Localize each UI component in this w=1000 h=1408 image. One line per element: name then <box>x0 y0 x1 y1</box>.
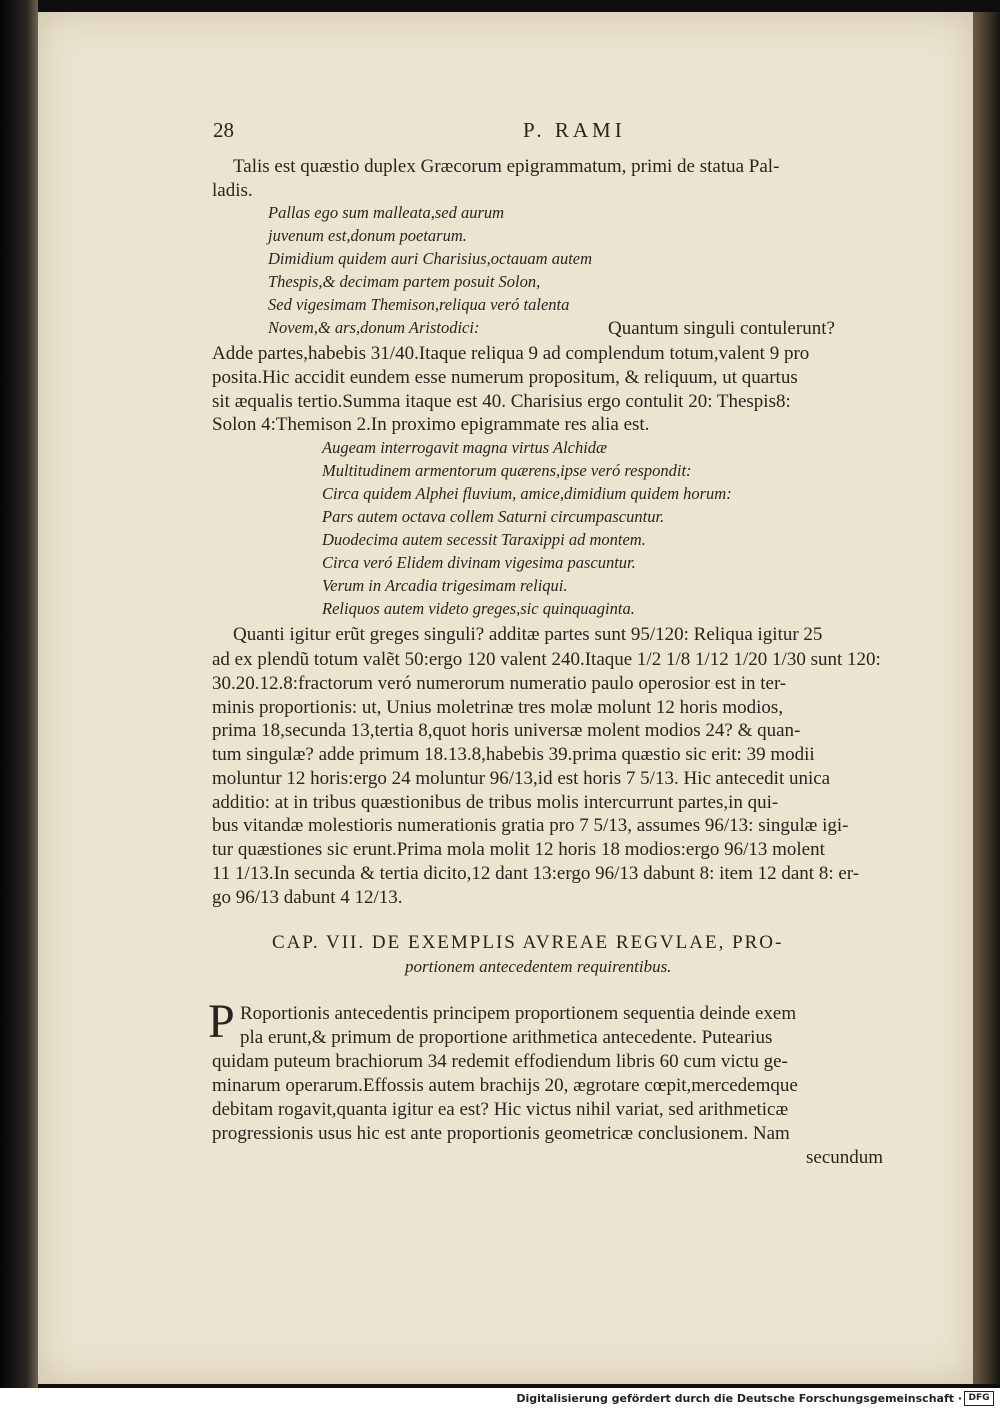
body-line: Roportionis antecedentis principem proportionem sequentia deinde exem <box>240 1003 797 1024</box>
verse-line: Verum in Arcadia trigesimam reliqui. <box>322 576 568 595</box>
verse-line: Novem,& ars,donum Aristodici: <box>268 318 480 337</box>
verse-line: Pallas ego sum malleata,sed aurum <box>268 203 505 222</box>
verse-line: juvenum est,donum poetarum. <box>268 226 467 245</box>
body-line: quidam puteum brachiorum 34 redemit effodiendum libris 60 cum victu ge- <box>212 1051 788 1072</box>
body-line: minarum operarum.Effossis autem brachijs 20, ægrotare cœpit,mercedemque <box>212 1075 798 1096</box>
body-line: tur quæstiones sic erunt.Prima mola molit 12 horis 18 modios:ergo 96/13 molent <box>212 839 825 860</box>
book-binding-edge <box>0 0 38 1388</box>
body-line: sit æqualis tertio.Summa itaque est 40. Charisius ergo contulit 20: Thespis8: <box>212 391 791 412</box>
body-line: posita.Hic accidit eundem esse numerum propositum, & reliquum, ut quartus <box>212 367 798 388</box>
verse-line: Dimidium quidem auri Charisius,octauam autem <box>268 249 593 268</box>
question-line: Quantum singuli contulerunt? <box>608 318 835 339</box>
verse-line: Augeam interrogavit magna virtus Alchidæ <box>322 438 608 457</box>
body-line: additio: at in tribus quæstionibus de tribus molis intercurrunt partes,in qui- <box>212 792 779 813</box>
body-line: Quanti igitur erũt greges singuli? additæ partes sunt 95/120: Reliqua igitur 25 <box>233 624 823 645</box>
drop-capital: P <box>208 995 235 1048</box>
verse-line: Sed vigesimam Themison,reliqua veró talenta <box>268 295 570 314</box>
verse-line: Multitudinem armentorum quærens,ipse veró respondit: <box>322 461 692 480</box>
body-line: progressionis usus hic est ante proportionis geometricæ conclusionem. Nam <box>212 1123 790 1144</box>
chapter-title: CAP. VII. DE EXEMPLIS AVREAE REGVLAE, PRO- <box>272 932 784 953</box>
body-line: pla erunt,& primum de proportione arithmetica antecedente. Putearius <box>240 1027 773 1048</box>
body-line: ad ex plendũ totum valẽt 50:ergo 120 valent 240.Itaque 1/2 1/8 1/12 1/20 1/30 sunt 120: <box>212 649 881 670</box>
body-line: Solon 4:Themison 2.In proximo epigrammate res alia est. <box>212 414 650 435</box>
verse-line: Pars autem octava collem Saturni circumpascuntur. <box>322 507 665 526</box>
running-head: P. RAMI <box>523 118 626 142</box>
page-number: 28 <box>213 118 234 142</box>
chapter-subtitle: portionem antecedentem requirentibus. <box>405 957 672 976</box>
catchword: secundum <box>806 1147 884 1168</box>
body-line: tum singulæ? adde primum 18.13.8,habebis 39.prima quæstio sic erit: 39 modii <box>212 744 815 765</box>
verse-line: Reliquos autem videto greges,sic quinquaginta. <box>322 599 635 618</box>
dfg-logo-icon: DFG <box>964 1391 994 1406</box>
body-line: Talis est quæstio duplex Græcorum epigrammatum, primi de statua Pal- <box>233 156 780 177</box>
body-line: moluntur 12 horis:ergo 24 moluntur 96/13,id est horis 7 5/13. Hic antecedit unica <box>212 768 831 789</box>
body-line: bus vitandæ molestioris numerationis gratia pro 7 5/13, assumes 96/13: singulæ igi- <box>212 815 849 836</box>
verse-line: Circa quidem Alphei fluvium, amice,dimidium quidem horum: <box>322 484 732 503</box>
verse-line: Duodecima autem secessit Taraxippi ad montem. <box>322 530 646 549</box>
verse-line: Circa veró Elidem divinam vigesima pascuntur. <box>322 553 636 572</box>
body-line: 30.20.12.8:fractorum veró numerorum numeratio paulo operosior est in ter- <box>212 673 787 694</box>
body-line: debitam rogavit,quanta igitur ea est? Hic victus nihil variat, sed arithmeticæ <box>212 1099 789 1120</box>
body-line: 11 1/13.In secunda & tertia dicito,12 dant 13:ergo 96/13 dabunt 8: item 12 dant 8: er- <box>212 863 860 884</box>
body-line: prima 18,secunda 13,tertia 8,quot horis universæ molent modios 24? & quan- <box>212 720 801 741</box>
page-edge-shadow <box>973 12 1000 1384</box>
body-line: go 96/13 dabunt 4 12/13. <box>212 887 403 908</box>
verse-line: Thespis,& decimam partem posuit Solon, <box>268 272 541 291</box>
body-line: ladis. <box>212 180 253 201</box>
body-line: minis proportionis: ut, Unius moletrinæ tres molæ molunt 12 horis modios, <box>212 697 784 718</box>
footer-credit: Digitalisierung gefördert durch die Deutsche Forschungsgemeinschaft · <box>516 1392 962 1405</box>
body-line: Adde partes,habebis 31/40.Itaque reliqua 9 ad complendum totum,valent 9 pro <box>212 343 810 364</box>
